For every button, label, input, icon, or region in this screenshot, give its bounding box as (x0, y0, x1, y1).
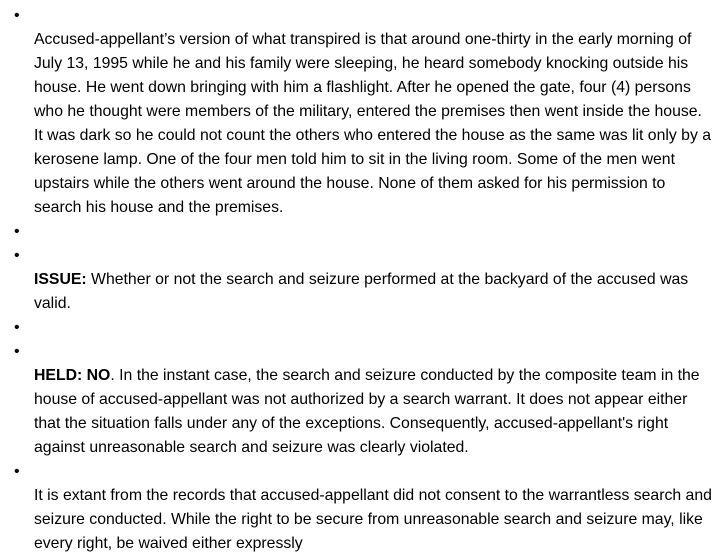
paragraph-held (14, 340, 714, 460)
bullet-icon: • (14, 7, 20, 24)
paragraph-consent (14, 460, 714, 556)
paragraph-accused-version (14, 4, 714, 220)
paragraph-issue (14, 244, 714, 316)
paragraph-text: . In the instant case, the search and seizure conducted by the composite team in the house of accused-appellant was not authorized by a search warrant. It does not appear either that the situation falls under any of the exceptions. Consequently, accused-appellant's right against unreasonable search and seizure was clearly violated. (34, 367, 700, 456)
held-label: HELD: NO (34, 367, 111, 384)
empty-bullet (14, 220, 714, 244)
bullet-icon: • (14, 223, 20, 240)
bullet-icon: • (14, 463, 20, 480)
empty-bullet (14, 316, 714, 340)
bullet-icon: • (14, 319, 20, 336)
paragraph-text: Whether or not the search and seizure performed at the backyard of the accused was valid. (34, 271, 689, 312)
bullet-icon: • (14, 247, 20, 264)
bullet-list (14, 4, 714, 556)
paragraph-text: It is extant from the records that accused-appellant did not consent to the warrantless search and seizure conducted. While the right to be secure from unreasonable search and seizure may, like every right, be waived either expressly (34, 487, 712, 552)
issue-label: ISSUE: (34, 271, 87, 288)
paragraph-text: Accused-appellant’s version of what transpired is that around one-thirty in the early morning of July 13, 1995 while he and his family were sleeping, he heard somebody knocking outside his house. He went down bringing with him a flashlight. After he opened the gate, four (4) persons who he thought were members of the military, entered the premises then went inside the house. It was dark so he could not count the others who entered the house as the same was lit only by a kerosene lamp. One of the four men told him to sit in the living room. Some of the men went upstairs while the others went around the house. None of them asked for his permission to search his house and the premises. (34, 31, 712, 216)
bullet-icon: • (14, 343, 20, 360)
